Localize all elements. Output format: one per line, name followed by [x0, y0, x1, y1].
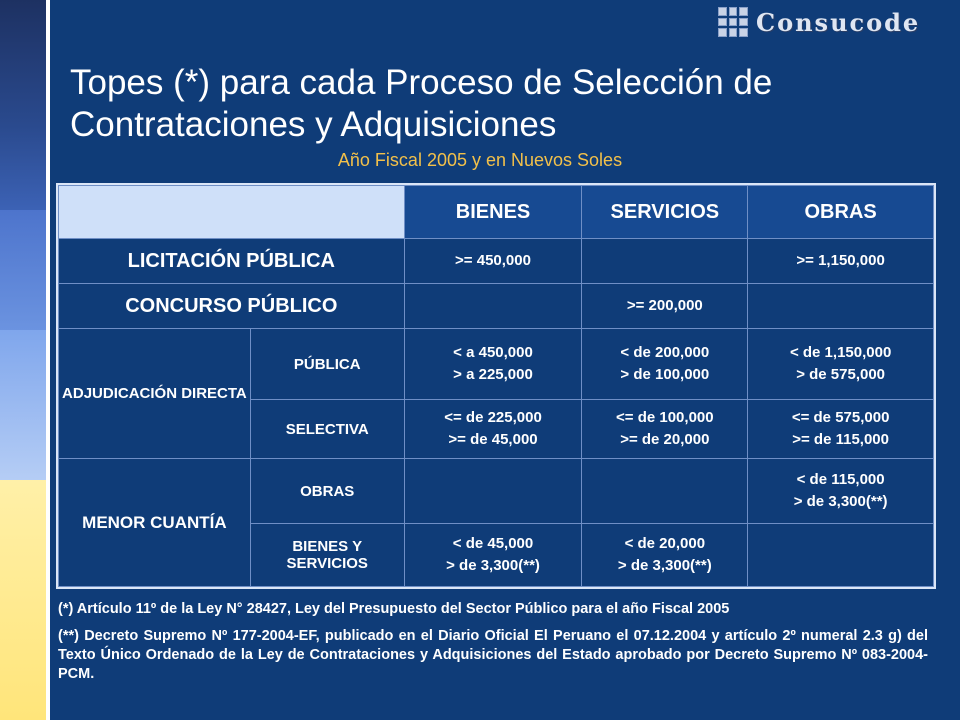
licitacion-servicios — [582, 239, 748, 284]
footnote-2: (**) Decreto Supremo Nº 177-2004-EF, publicado en el Diario Oficial El Peruano el 07.12.2004 y artículo 2º numeral 2.3 g) del Texto Único Ordenado de la Ley de Contrataciones y Adquisiciones del Estado aprobado por Decreto Supremo Nº 083-2004-PCM. — [58, 628, 928, 682]
licitacion-bienes: >= 450,000 — [404, 239, 582, 284]
table-row-menor-obras — [59, 459, 934, 524]
menor-bys-obras — [748, 524, 934, 587]
footnote-1: (*) Artículo 11º de la Ley N° 28427, Ley del Presupuesto del Sector Público para el año Fiscal 2005 — [58, 601, 730, 617]
logo-grid-icon — [718, 7, 748, 37]
strip-segment-yellow — [0, 480, 46, 720]
label-menor-obras: OBRAS — [250, 459, 404, 524]
label-adjudicacion: ADJUDICACIÓN DIRECTA — [59, 329, 251, 459]
footnotes — [58, 600, 928, 692]
header-blank-cell — [59, 186, 405, 239]
vertical-divider — [46, 0, 50, 720]
decorative-left-strip — [0, 0, 46, 720]
header-bienes: BIENES — [404, 186, 582, 239]
consucode-logo — [718, 4, 920, 40]
page-title — [70, 62, 772, 146]
publica-servicios: < de 200,000 > de 100,000 — [582, 329, 748, 400]
concurso-servicios: >= 200,000 — [582, 284, 748, 329]
publica-bienes: < a 450,000 > a 225,000 — [404, 329, 582, 400]
licitacion-obras: >= 1,150,000 — [748, 239, 934, 284]
menor-obras-servicios — [582, 459, 748, 524]
concurso-obras — [748, 284, 934, 329]
label-licitacion: LICITACIÓN PÚBLICA — [59, 239, 405, 284]
concurso-bienes — [404, 284, 582, 329]
menor-bys-bienes: < de 45,000 > de 3,300(**) — [404, 524, 582, 587]
selectiva-servicios: <= de 100,000 >= de 20,000 — [582, 400, 748, 459]
header-obras: OBRAS — [748, 186, 934, 239]
menor-obras-bienes — [404, 459, 582, 524]
table-row-adjudicacion-publica — [59, 329, 934, 400]
table-row-licitacion — [59, 239, 934, 284]
selectiva-obras: <= de 575,000 >= de 115,000 — [748, 400, 934, 459]
strip-segment-light — [0, 330, 46, 480]
selectiva-bienes: <= de 225,000 >= de 45,000 — [404, 400, 582, 459]
title-line-1: Topes (*) para cada Proceso de Selección de — [70, 63, 773, 102]
publica-obras: < de 1,150,000 > de 575,000 — [748, 329, 934, 400]
thresholds-table — [58, 185, 934, 587]
header-servicios: SERVICIOS — [582, 186, 748, 239]
label-concurso: CONCURSO PÚBLICO — [59, 284, 405, 329]
label-menor-bienes-servicios: BIENES Y SERVICIOS — [250, 524, 404, 587]
table-header-row — [59, 186, 934, 239]
title-line-2: Contrataciones y Adquisiciones — [70, 105, 557, 144]
logo-text: Consucode — [756, 7, 921, 37]
strip-segment-dark — [0, 0, 46, 210]
menor-obras-obras: < de 115,000 > de 3,300(**) — [748, 459, 934, 524]
page-subtitle: Año Fiscal 2005 y en Nuevos Soles — [337, 150, 623, 170]
menor-bys-servicios: < de 20,000 > de 3,300(**) — [582, 524, 748, 587]
label-selectiva: SELECTIVA — [250, 400, 404, 459]
strip-segment-blue — [0, 210, 46, 330]
label-publica: PÚBLICA — [250, 329, 404, 400]
table-row-concurso — [59, 284, 934, 329]
label-menor-cuantia: MENOR CUANTÍA — [59, 459, 251, 587]
